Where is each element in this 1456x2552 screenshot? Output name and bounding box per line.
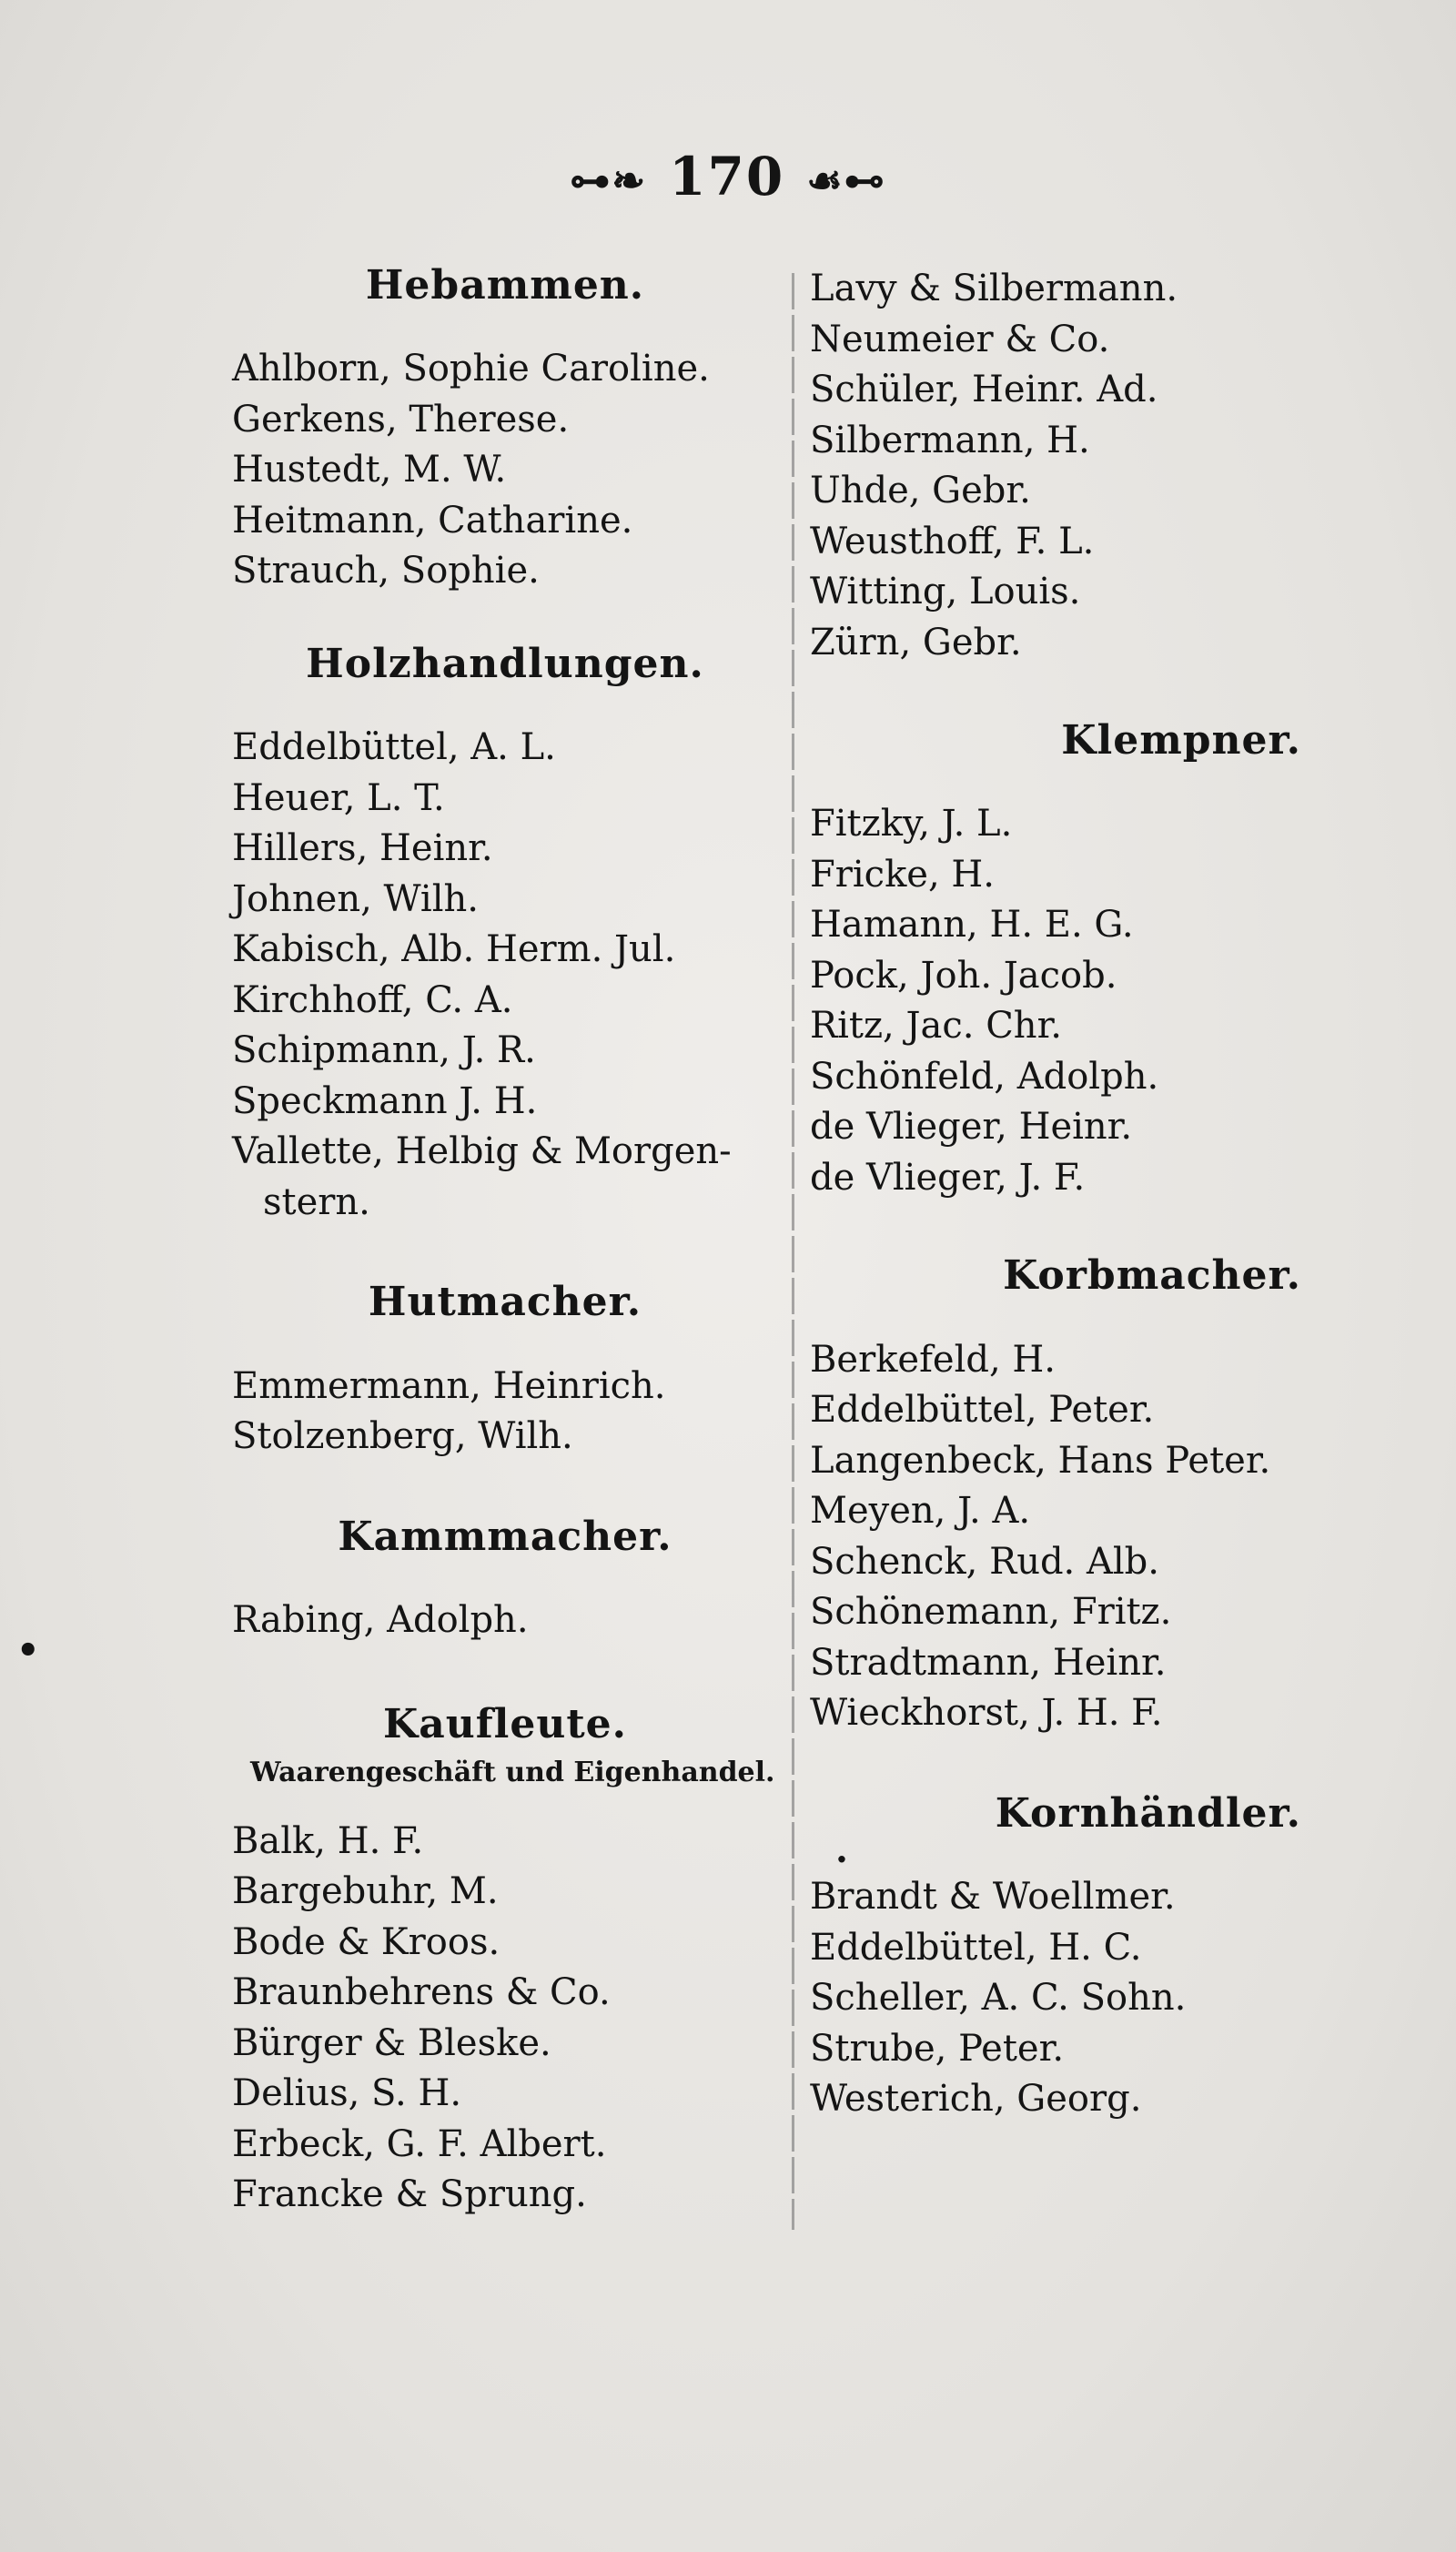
section-title: Kammmacher. — [338, 1513, 672, 1560]
entry-text: Francke & Sprung. — [232, 2173, 587, 2216]
directory-entry — [810, 2074, 1320, 2125]
entry-text: Johnen, Wilh. — [232, 877, 479, 920]
directory-entry — [810, 1335, 1320, 1386]
directory-entry — [810, 416, 1320, 467]
entry-text: Lavy & Silbermann. — [810, 268, 1178, 309]
directory-entry — [810, 1001, 1320, 1052]
directory-entry — [232, 395, 778, 446]
directory-entry — [810, 1923, 1320, 1974]
entry-text: Stolzenberg, Wilh. — [232, 1415, 573, 1458]
column-divider — [792, 273, 794, 2230]
entry-text: Schönfeld, Adolph. — [810, 1055, 1159, 1098]
entry-list — [810, 1872, 1320, 2125]
directory-entry — [810, 1872, 1320, 1923]
entry-text: Emmermann, Heinrich. — [232, 1364, 666, 1407]
directory-entry — [232, 1362, 778, 1413]
entry-text: Eddelbüttel, Peter. — [810, 1389, 1155, 1432]
section-title: Korbmacher. — [1003, 1252, 1301, 1300]
entry-list — [810, 799, 1320, 1203]
print-speck: · — [835, 1838, 848, 1881]
entry-text: stern. — [263, 1180, 370, 1223]
entry-text: Schönemann, Fritz. — [810, 1591, 1172, 1634]
directory-entry — [232, 1817, 778, 1868]
section-title: Kaufleute. — [382, 1700, 627, 1747]
entry-text: Witting, Louis. — [810, 571, 1081, 613]
directory-entry — [232, 824, 778, 875]
directory-entry — [810, 1486, 1320, 1537]
entry-list — [810, 264, 1320, 668]
directory-entry — [810, 1638, 1320, 1689]
entry-text: Rabing, Adolph. — [232, 1599, 529, 1642]
directory-entry — [810, 466, 1320, 517]
directory-entry — [810, 315, 1320, 366]
entry-text: Schenck, Rud. Alb. — [810, 1540, 1159, 1583]
directory-entry — [232, 2019, 778, 2070]
entry-text: Bode & Kroos. — [232, 1920, 500, 1963]
directory-entry — [810, 567, 1320, 618]
entry-text: Strauch, Sophie. — [232, 550, 540, 592]
directory-section — [810, 1254, 1320, 1738]
entry-text: Fricke, H. — [810, 853, 996, 896]
directory-entry — [232, 1918, 778, 1969]
entry-list — [232, 1595, 778, 1646]
directory-entry — [232, 875, 778, 926]
entry-text: Stradtmann, Heinr. — [810, 1641, 1167, 1684]
entry-text: Hillers, Heinr. — [232, 827, 493, 870]
entry-text: Ritz, Jac. Chr. — [810, 1005, 1063, 1048]
margin-mark: • — [16, 1629, 40, 1672]
entry-text: Wieckhorst, J. H. F. — [810, 1692, 1163, 1735]
entry-text: Erbeck, G. F. Albert. — [232, 2122, 607, 2165]
section-subtitle: Waarengeschäft und Eigenhandel. — [250, 1756, 775, 1788]
entry-text: Bürger & Bleske. — [232, 2021, 551, 2064]
entry-text: Uhde, Gebr. — [810, 470, 1031, 511]
directory-entry — [232, 1026, 778, 1077]
directory-entry — [810, 2024, 1320, 2075]
directory-section — [232, 1700, 778, 2221]
entry-text: Ahlborn, Sophie Caroline. — [232, 348, 710, 390]
entry-text: Speckmann J. H. — [232, 1079, 538, 1122]
directory-entry — [232, 546, 778, 597]
directory-entry — [232, 774, 778, 825]
entry-text: Vallette, Helbig & Morgen- — [232, 1130, 732, 1173]
entry-text: Hustedt, M. W. — [232, 449, 507, 491]
ornament-left-icon: ⊶❧ — [570, 157, 648, 205]
section-title: Kornhändler. — [995, 1789, 1301, 1837]
directory-entry — [810, 365, 1320, 416]
directory-entry — [810, 1587, 1320, 1638]
entry-text: Neumeier & Co. — [810, 318, 1110, 360]
entry-text: Bargebuhr, M. — [232, 1870, 499, 1913]
entry-text: Kabisch, Alb. Herm. Jul. — [232, 928, 676, 971]
entry-text: Braunbehrens & Co. — [232, 1971, 611, 2014]
section-title: Klempner. — [1061, 717, 1301, 764]
entry-text: Eddelbüttel, H. C. — [810, 1926, 1142, 1969]
directory-entry — [232, 1968, 778, 2019]
directory-entry — [810, 1385, 1320, 1436]
entry-text: Strube, Peter. — [810, 2027, 1065, 2070]
entry-list — [232, 1817, 778, 2221]
entry-text: Schüler, Heinr. Ad. — [810, 369, 1158, 410]
page-header — [0, 146, 1456, 208]
directory-entry — [810, 850, 1320, 901]
directory-entry — [232, 723, 778, 774]
entry-text: Berkefeld, H. — [810, 1338, 1056, 1381]
directory-entry — [810, 517, 1320, 568]
directory-entry — [232, 445, 778, 496]
section-title: Hutmacher. — [368, 1279, 642, 1326]
entry-list — [232, 344, 778, 597]
directory-entry — [232, 1178, 778, 1229]
directory-section — [232, 1515, 778, 1646]
directory-entry — [232, 1127, 778, 1178]
directory-section — [232, 264, 778, 597]
entry-text: Balk, H. F. — [232, 1819, 424, 1862]
directory-entry — [810, 1973, 1320, 2024]
directory-entry — [232, 976, 778, 1027]
ornament-right-icon: ☙⊷ — [806, 157, 886, 205]
directory-entry — [810, 799, 1320, 850]
directory-entry — [232, 925, 778, 976]
entry-text: Meyen, J. A. — [810, 1490, 1031, 1533]
directory-entry — [232, 1867, 778, 1918]
entry-text: Fitzky, J. L. — [810, 803, 1013, 846]
entry-text: Zürn, Gebr. — [810, 621, 1022, 663]
directory-entry — [232, 1077, 778, 1128]
entry-list — [232, 723, 778, 1228]
directory-entry — [232, 496, 778, 547]
entry-text: Heitmann, Catharine. — [232, 499, 633, 542]
directory-section — [810, 264, 1320, 668]
entry-text: Westerich, Georg. — [810, 2078, 1142, 2121]
directory-entry — [810, 951, 1320, 1002]
entry-text: Delius, S. H. — [232, 2072, 462, 2115]
entry-text: Weusthoff, F. L. — [810, 520, 1095, 562]
directory-entry — [232, 2170, 778, 2221]
directory-entry — [810, 1436, 1320, 1487]
directory-entry — [810, 1537, 1320, 1588]
directory-section — [810, 719, 1320, 1203]
entry-text: Hamann, H. E. G. — [810, 904, 1134, 947]
directory-entry — [810, 1688, 1320, 1739]
directory-entry — [810, 264, 1320, 315]
entry-text: Scheller, A. C. Sohn. — [810, 1977, 1187, 2020]
entry-text: Schipmann, J. R. — [232, 1029, 536, 1072]
directory-entry — [810, 1052, 1320, 1103]
section-title: Hebammen. — [365, 262, 645, 309]
directory-entry — [232, 2120, 778, 2171]
entry-text: Pock, Joh. Jacob. — [810, 954, 1117, 997]
entry-text: Gerkens, Therese. — [232, 398, 570, 441]
directory-entry — [232, 1595, 778, 1646]
entry-text: de Vlieger, Heinr. — [810, 1106, 1133, 1149]
right-column — [810, 264, 1320, 2125]
directory-section — [232, 1281, 778, 1462]
entry-text: Eddelbüttel, A. L. — [232, 726, 556, 769]
entry-text: Silbermann, H. — [810, 419, 1090, 461]
page-number: 170 — [669, 146, 785, 208]
entry-text: Langenbeck, Hans Peter. — [810, 1439, 1271, 1482]
directory-entry — [810, 618, 1320, 669]
left-column — [232, 264, 778, 2221]
entry-text: Heuer, L. T. — [232, 776, 445, 819]
directory-section — [232, 640, 778, 1228]
directory-entry — [810, 1153, 1320, 1204]
directory-entry — [232, 2069, 778, 2120]
directory-entry — [810, 1102, 1320, 1153]
directory-entry — [810, 900, 1320, 951]
section-title: Holzhandlungen. — [306, 640, 704, 687]
directory-entry — [232, 1412, 778, 1463]
directory-section — [810, 1789, 1320, 2125]
entry-list — [810, 1335, 1320, 1739]
directory-entry — [232, 344, 778, 395]
entry-list — [232, 1362, 778, 1463]
entry-text: Kirchhoff, C. A. — [232, 978, 513, 1021]
entry-text: Brandt & Woellmer. — [810, 1876, 1176, 1919]
entry-text: de Vlieger, J. F. — [810, 1156, 1086, 1199]
